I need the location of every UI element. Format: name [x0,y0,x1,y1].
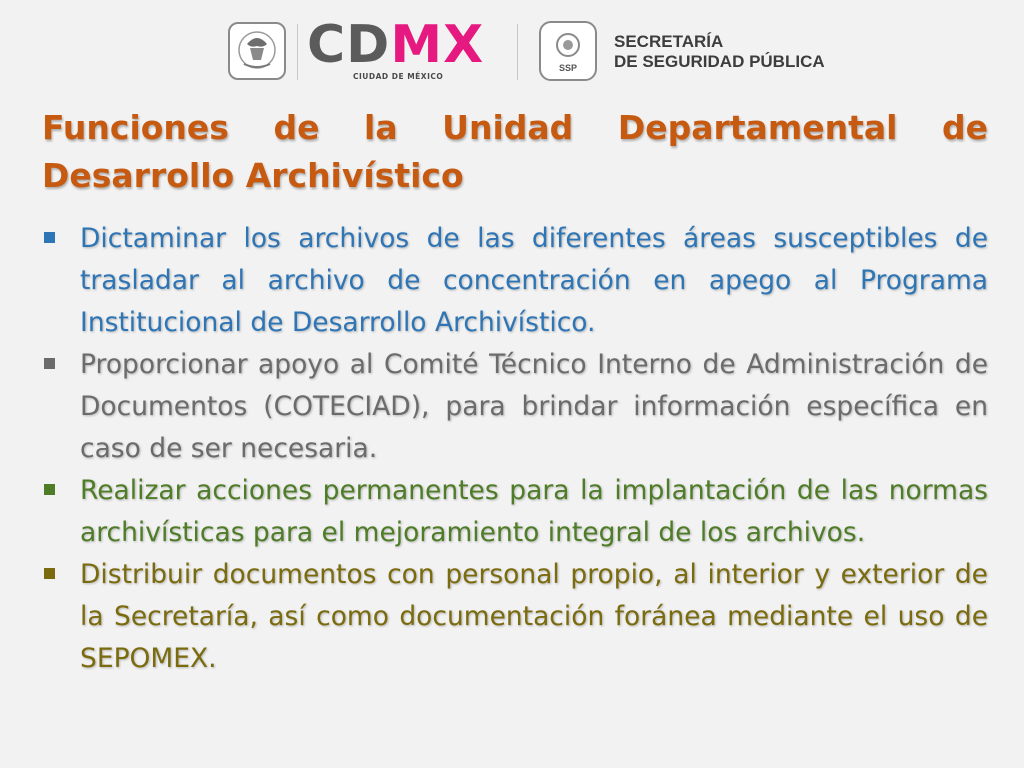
square-bullet-icon [44,358,55,369]
cdmx-logo: CDMX [307,15,485,75]
slide-content [42,104,988,680]
list-item [42,218,988,344]
list-item [42,554,988,680]
header-divider [297,24,298,80]
list-item-text: Dictaminar los archivos de las diferentes áreas susceptibles de trasladar al archivo de concentración en apego al Programa Institucional de Desarrollo Archivístico. [80,223,988,338]
square-bullet-icon [44,232,55,243]
header-logos [225,15,845,84]
list-item-text: Realizar acciones permanentes para la implantación de las normas archivísticas para el mejoramiento integral de los archivos. [80,475,988,548]
ssp-badge-label: SSP [558,63,578,73]
list-item-text: Proporcionar apoyo al Comité Técnico Interno de Administración de Documentos (COTECIAD), para brindar información específica en caso de ser necesaria. [80,349,988,464]
ssp-name-line2: DE SEGURIDAD PÚBLICA [614,52,825,71]
slide-title: Funciones de la Unidad Departamental de Desarrollo Archivístico [42,108,988,195]
ssp-badge-icon [539,21,597,81]
square-bullet-icon [44,484,55,495]
list-item-text: Distribuir documentos con personal propio, al interior y exterior de la Secretaría, así como documentación foránea mediante el uso de SEPOMEX. [80,559,988,674]
list-item [42,470,988,554]
ssp-name [614,32,825,72]
functions-list [42,218,988,680]
square-bullet-icon [44,568,55,579]
cdmx-logo-subtitle: CIUDAD DE MÉXICO [353,72,444,81]
government-seal-icon [228,22,286,80]
list-item [42,344,988,470]
header-divider [517,24,518,80]
ssp-name-line1: SECRETARÍA [614,32,724,51]
